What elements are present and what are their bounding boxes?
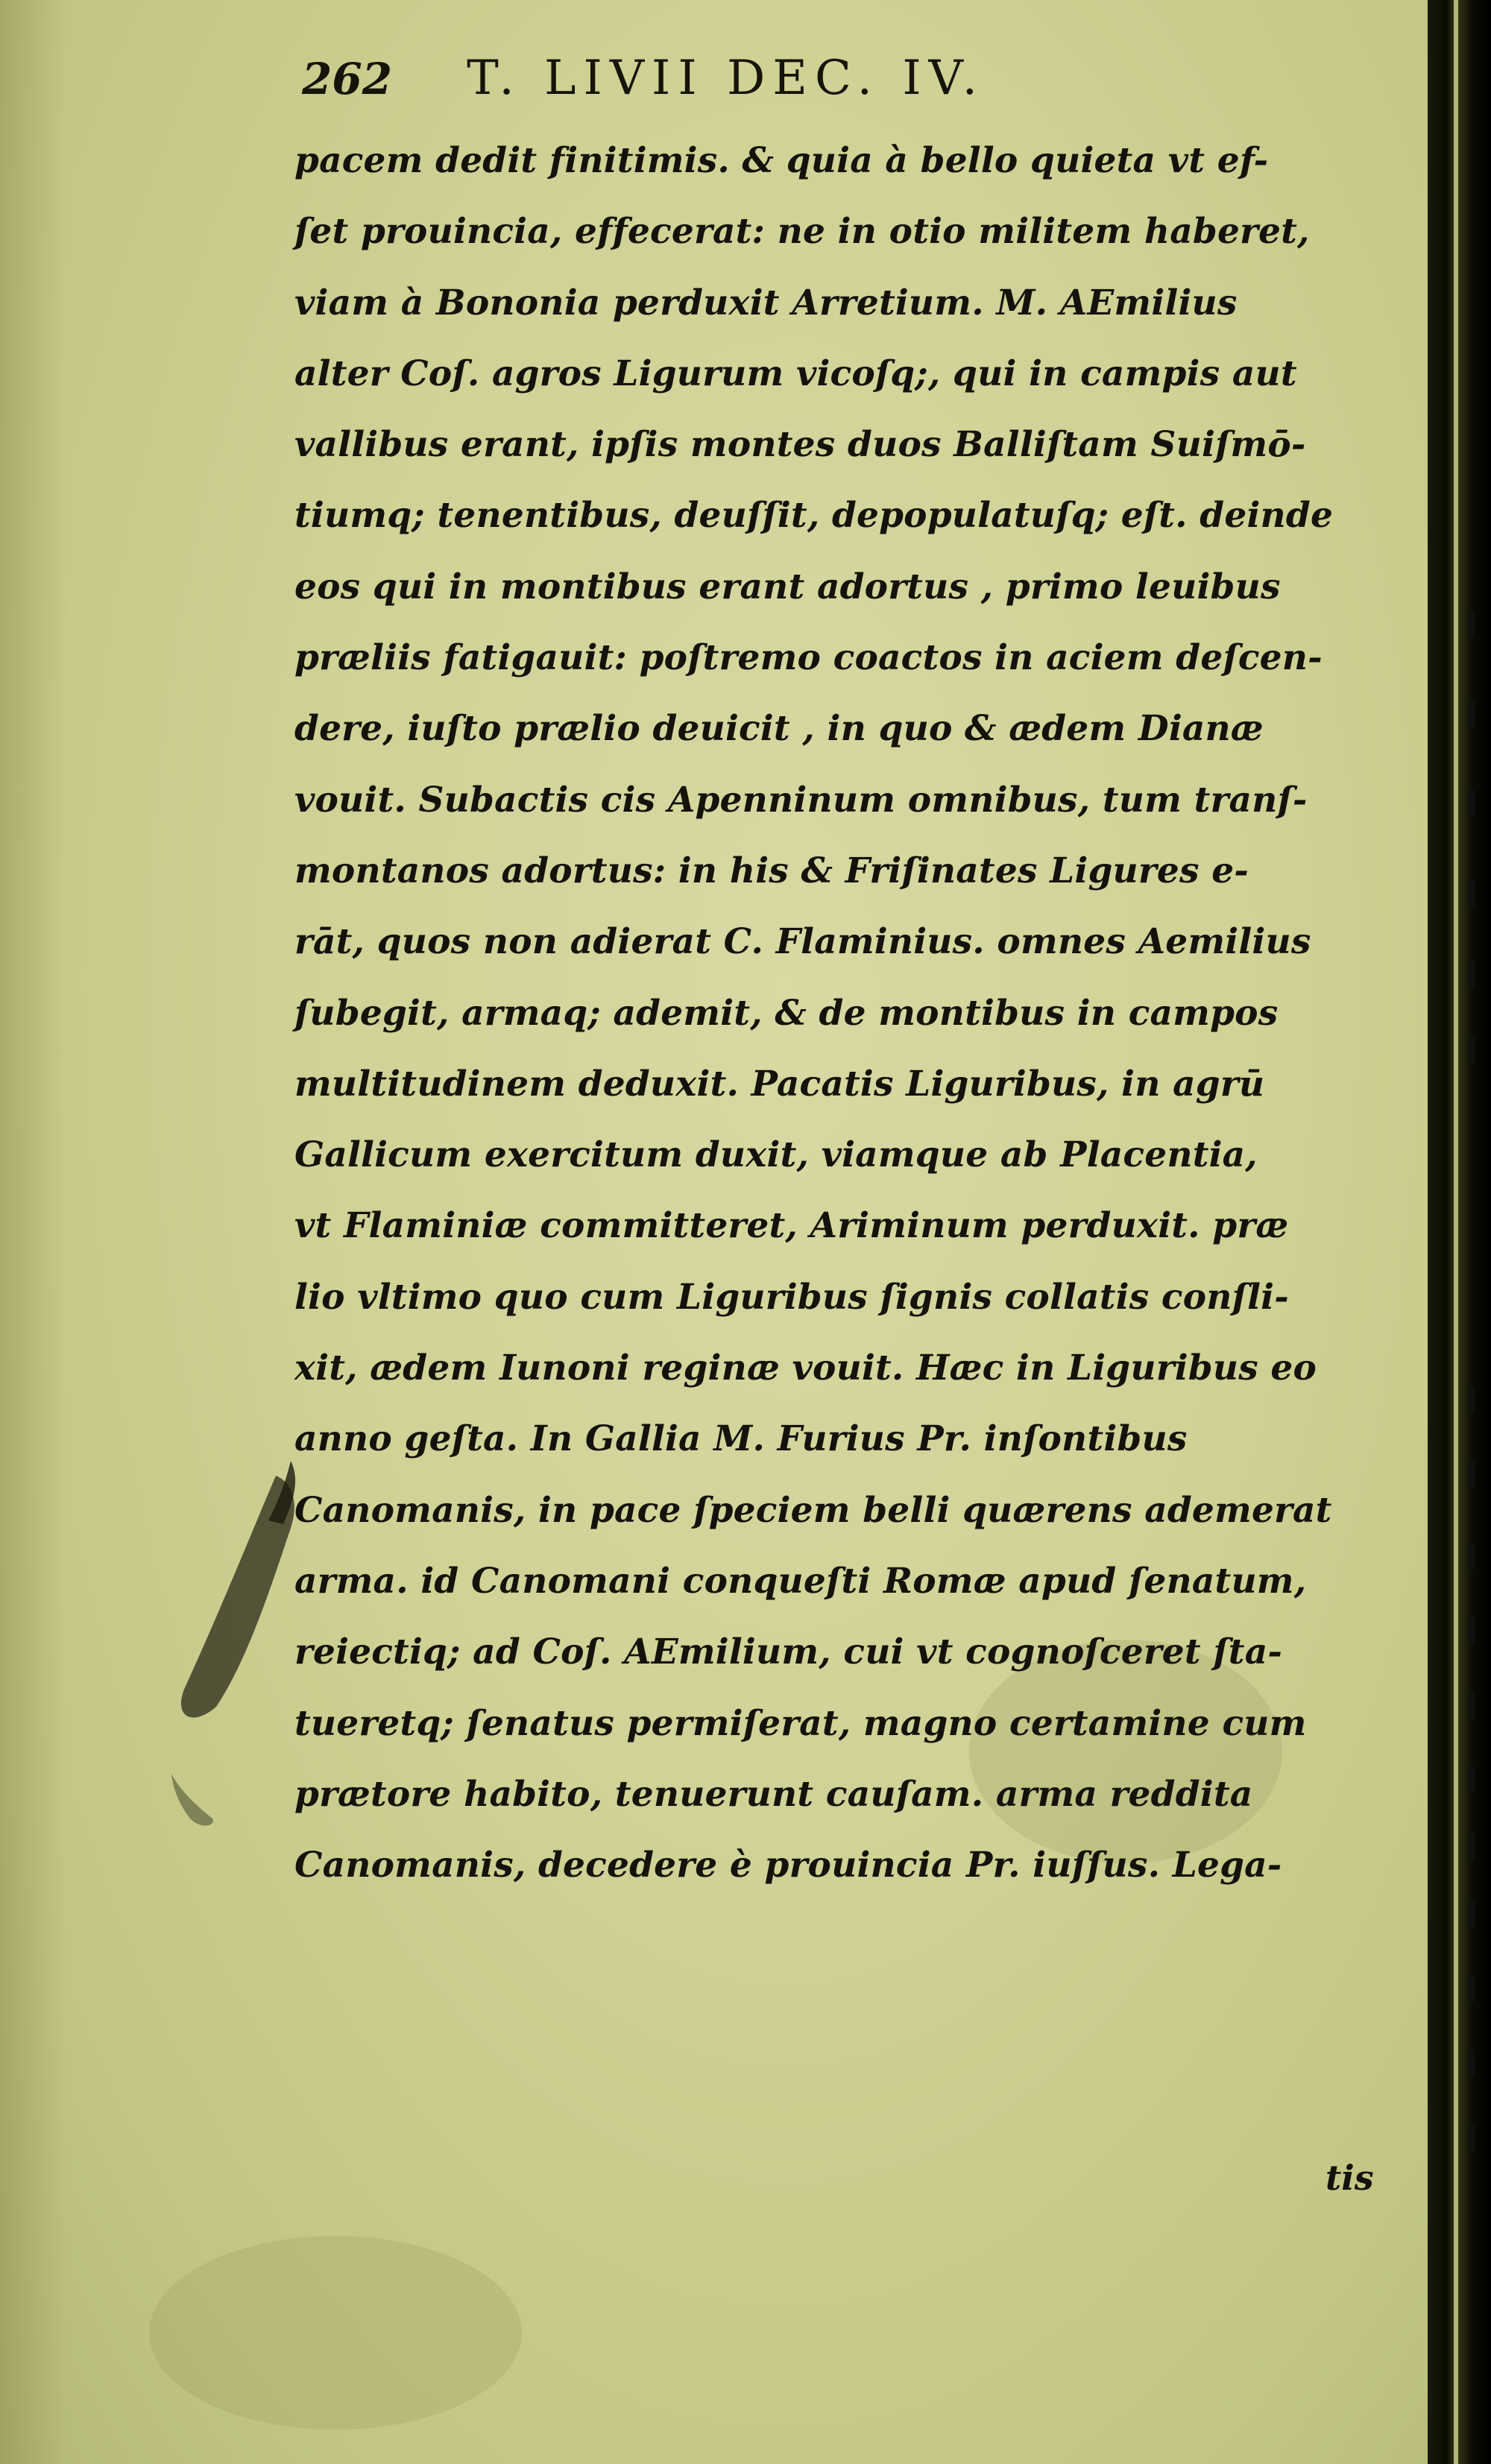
text-line: prætore habito, tenuerunt cauſam. arma reddita xyxy=(294,1773,1253,1815)
facing-page-text-fragments xyxy=(1463,0,1491,2464)
text-line: montanos adortus: in his & Friſinates Ligures e- xyxy=(294,850,1249,891)
text-line: arma. id Canomani conqueſti Romæ apud ſenatum, xyxy=(294,1560,1307,1602)
text-line: Canomanis, decedere è prouincia Pr. iuſſus. Lega- xyxy=(294,1845,1282,1886)
facing-page-edge xyxy=(1454,0,1458,2464)
text-line: tueretq; ſenatus permiſerat, magno certamine cum xyxy=(294,1702,1307,1744)
text-line: vallibus erant, ipſis montes duos Balliſtam Suiſmō- xyxy=(294,424,1306,466)
text-line: tiumq; tenentibus, deuſſit, depopulatuſq; eſt. deinde xyxy=(294,495,1334,537)
text-line: xit, ædem Iunoni reginæ vouit. Hæc in Liguribus eo xyxy=(294,1348,1317,1389)
text-line: eos qui in montibus erant adortus , primo leuibus xyxy=(294,566,1281,607)
text-line: rāt, quos non adierat C. Flaminius. omnes Aemilius xyxy=(294,921,1311,963)
text-line: ſet prouincia, effecerat: ne in otio militem haberet, xyxy=(294,211,1310,253)
text-line: lio vltimo quo cum Liguribus ſignis collatis conſli- xyxy=(294,1276,1289,1318)
page-number: 262 xyxy=(302,54,393,104)
text-line: reiectiq; ad Coſ. AEmilium, cui vt cognoſceret ſta- xyxy=(294,1631,1283,1673)
text-line: præliis fatigauit: poſtremo coactos in aciem deſcen- xyxy=(294,637,1323,679)
text-line: ſubegit, armaq; ademit, & de montibus in campos xyxy=(294,992,1279,1034)
body-text xyxy=(294,125,1398,1901)
running-head: T. LIVII DEC. IV. xyxy=(467,51,986,106)
text-line: dere, iuſto prælio deuicit , in quo & ædem Dianæ xyxy=(294,708,1264,750)
text-line: viam à Bononia perduxit Arretium. M. AEmilius xyxy=(294,282,1238,323)
text-line: multitudinem deduxit. Pacatis Liguribus, in agrū xyxy=(294,1063,1265,1105)
catchword: tis xyxy=(1325,2158,1374,2198)
page-header xyxy=(302,51,985,118)
text-line: vouit. Subactis cis Apenninum omnibus, tum tranſ- xyxy=(294,779,1308,821)
text-line: Gallicum exercitum duxit, viamque ab Placentia, xyxy=(294,1134,1258,1176)
text-line: anno geſta. In Gallia M. Furius Pr. inſontibus xyxy=(294,1418,1188,1460)
text-line: alter Coſ. agros Ligurum vicoſq;, qui in campis aut xyxy=(294,353,1297,394)
paper-stain xyxy=(149,2236,522,2430)
text-line: vt Flaminiæ committeret, Ariminum perduxit. præ xyxy=(294,1205,1289,1247)
text-line: pacem dedit finitimis. & quia à bello quieta vt ef- xyxy=(294,140,1269,181)
text-line: Canomanis, in pace ſpeciem belli quærens ademerat xyxy=(294,1489,1332,1531)
